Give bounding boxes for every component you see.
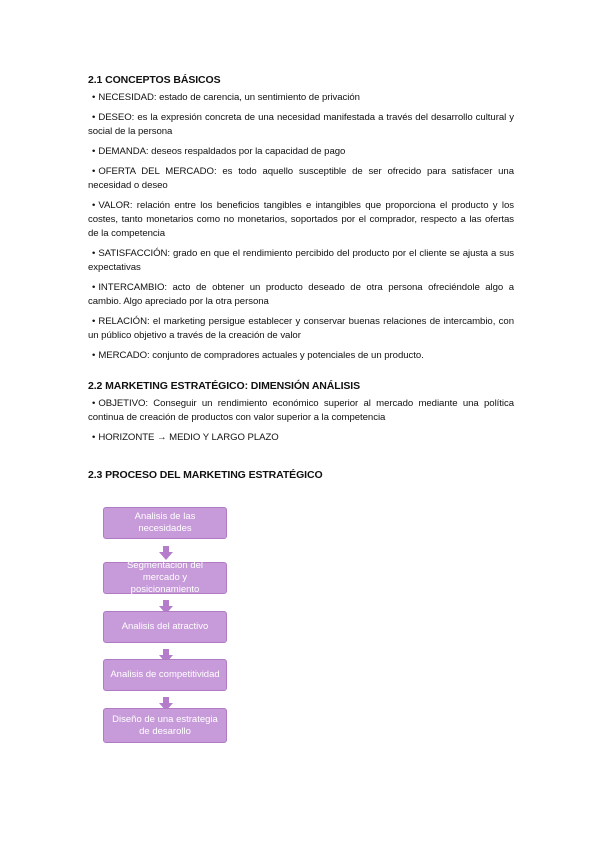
list-item: • NECESIDAD: estado de carencia, un sentimiento de privación	[92, 92, 360, 103]
flow-step-2: Segmentacion del mercado y posicionamiento	[103, 562, 227, 594]
list-item: • DESEO: es la expresión concreta de una necesidad manifestada a través del desarrollo cultural y social de la persona	[88, 112, 514, 137]
flow-step-4: Analisis de competitividad	[103, 659, 227, 691]
list-item: • MERCADO: conjunto de compradores actuales y potenciales de un producto.	[92, 350, 424, 361]
list-item: • DEMANDA: deseos respaldados por la capacidad de pago	[92, 146, 346, 157]
list-conceptos	[88, 91, 514, 369]
list-marketing-estrategico	[88, 397, 514, 451]
list-item: • SATISFACCIÓN: grado en que el rendimiento percibido del producto por el cliente se ajusta a sus expectativas	[88, 248, 514, 273]
list-item: • INTERCAMBIO: acto de obtener un producto deseado de otra persona ofreciéndole algo a cambio. Algo apreciado por la otra persona	[88, 282, 514, 307]
flow-step-5: Diseño de una estrategia de desarollo	[103, 708, 227, 743]
list-item: • RELACIÓN: el marketing persigue establecer y conservar buenas relaciones de intercambio, con un público objetivo a través de la creación de valor	[88, 316, 514, 341]
down-arrow-icon	[159, 552, 173, 560]
list-item: • OBJETIVO: Conseguir un rendimiento económico superior al mercado mediante una política continua de creación de productos con valor superior a la competencia	[88, 398, 514, 423]
section-title-proceso: 2.3 PROCESO DEL MARKETING ESTRATÉGICO	[88, 469, 323, 481]
list-item: • OFERTA DEL MERCADO: es todo aquello susceptible de ser ofrecido para satisfacer una necesidad o deseo	[88, 166, 514, 191]
list-item: • HORIZONTE → MEDIO Y LARGO PLAZO	[92, 432, 279, 443]
flow-step-3: Analisis del atractivo	[103, 611, 227, 643]
list-item: • VALOR: relación entre los beneficios tangibles e intangibles que proporciona el producto y los costes, tanto monetarios como no monetarios, soportados por el comprador, respecto a las ofertas de la competencia	[88, 200, 514, 239]
flow-step-1: Analisis de las necesidades	[103, 507, 227, 539]
section-title-marketing-estrategico: 2.2 MARKETING ESTRATÉGICO: DIMENSIÓN ANÁLISIS	[88, 380, 361, 392]
section-title-conceptos: 2.1 CONCEPTOS BÁSICOS	[88, 74, 221, 86]
